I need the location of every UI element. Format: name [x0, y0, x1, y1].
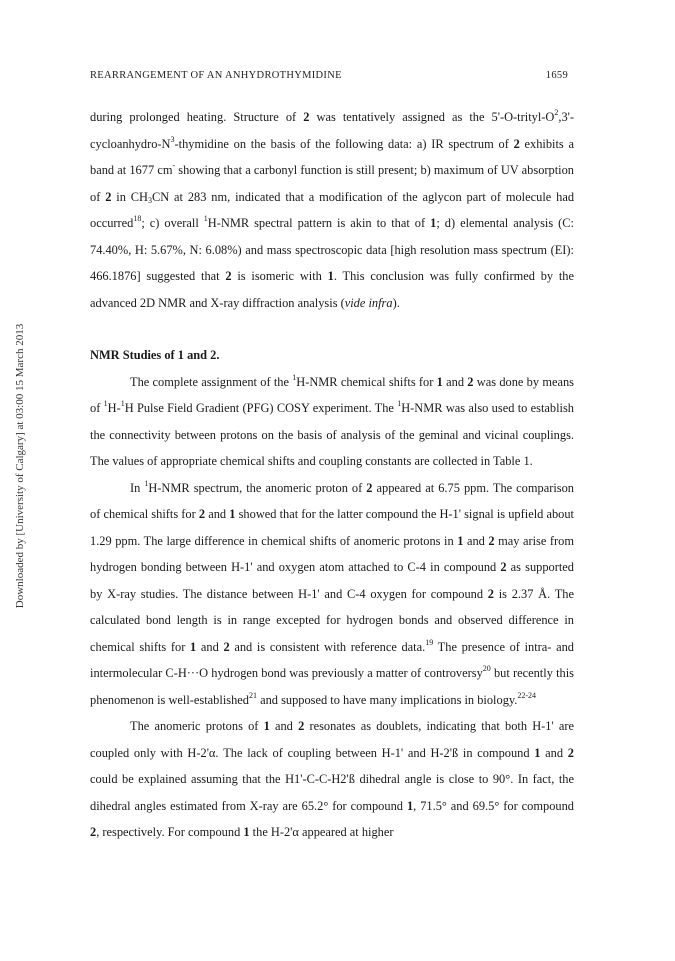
paragraph-nmr-assignment: The complete assignment of the $^1$H-NMR chemical shifts for 1 and 2 was done by means of $^1$H-$^1$H Pulse Field Gradient (PFG) COSY experiment. The $^1$H-NMR was also used to establish the connectivity between protons on the basis of analysis of the geminal and vicinal couplings. The values of appropriate chemical shifts and coupling constants are collected in Table 1.	[90, 372, 575, 468]
running-title: REARRANGEMENT OF AN ANHYDROTHYMIDINE	[90, 70, 342, 81]
section-heading: NMR Studies of 1 and 2.	[90, 348, 220, 362]
download-note: Downloaded by [University of Calgary] at 03:00 15 March 2013	[14, 323, 26, 609]
page-number: 1659	[545, 70, 568, 81]
paragraph-coupling: The anomeric protons of 1 and 2 resonates as doublets, indicating that both H-1' are coupled only with H-2'α. The lack of coupling between H-1' and H-2'ß in compound 1 and 2 could be explained assuming that the H1'-C-C-H2'ß dihedral angle is close to 90°. In fact, the dihedral angles estimated from X-ray are 65.2° for compound 1, 71.5° and 69.5° for compound 2, respectively. For compound 1 the H-2'α appeared at higher	[90, 719, 575, 839]
paragraph-anomeric-proton: In $^1$H-NMR spectrum, the anomeric proton of 2 appeared at 6.75 ppm. The comparison of chemical shifts for 2 and 1 showed that for the latter compound the H-1' signal is upfield about 1.29 ppm. The large difference in chemical shifts of anomeric protons in 1 and 2 may arise from hydrogen bonding between H-1' and oxygen atom attached to C-4 in compound 2 as supported by X-ray studies. The distance between H-1' and C-4 oxygen for compound 2 is 2.37 Å. The calculated bond length is in range excepted for hydrogen bonds and observed difference in chemical shifts for 1 and 2 and is consistent with reference data.$^{19}$ The presence of intra- and intermolecular C-H···O hydrogen bond was previously a matter of controversy$^{20}$ but recently this phenomenon is well-established$^{21}$ and supposed to have many implications in biology.$^{22-24}$	[90, 478, 575, 707]
paragraph-structure-assignment: during prolonged heating. Structure of 2 was tentatively assigned as the $5'-O-trityl-O^2,3'-cycloanhydro-N^3$-thymidine on the basis of the following data: a) IR spectrum of 2 exhibits a band at 1677 cm- showing that a carbonyl function is still present; b) maximum of UV absorption of 2 in $CH_3CN$ at 283 nm, indicated that a modification of the aglycon part of molecule had occurred$^{18}$; c) overall $^1$H-NMR spectral pattern is akin to that of 1; d) elemental analysis (C: 74.40%, H: 5.67%, N: 6.08%) and mass spectroscopic data [high resolution mass spectrum (EI): 466.1876] suggested that 2 is isomeric with 1. This conclusion was fully confirmed by the advanced 2D NMR and X-ray diffraction analysis (vide infra).	[90, 108, 575, 310]
download-watermark	[0, 0, 26, 961]
article-body	[90, 104, 574, 846]
